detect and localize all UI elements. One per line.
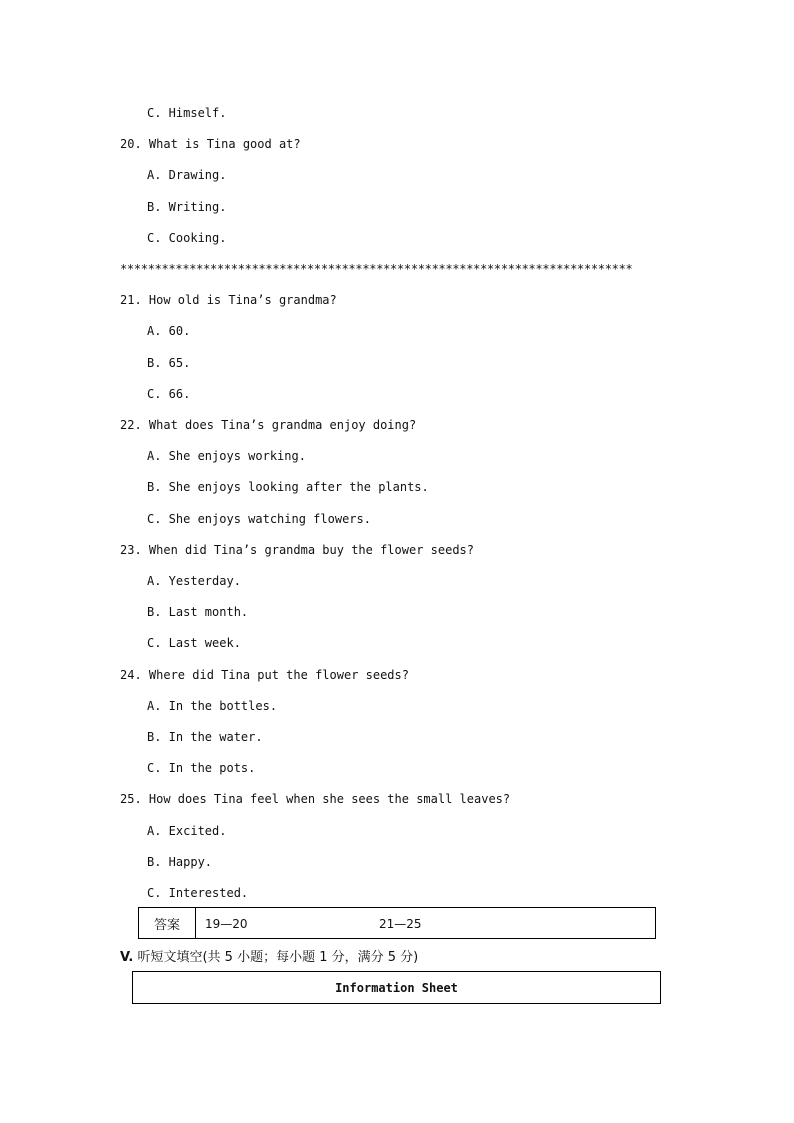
option-text: B. Happy. xyxy=(147,854,213,869)
option-text: B. Writing. xyxy=(147,199,227,214)
option-text: A. Drawing. xyxy=(147,168,227,183)
option-text: C. 66. xyxy=(147,386,191,401)
option-text: C. Last week. xyxy=(147,636,241,651)
option-text: C. Cooking. xyxy=(147,230,227,245)
answer-range-19-20: 19—20 xyxy=(205,917,248,931)
answer-table xyxy=(138,907,656,939)
question-text: 25. How does Tina feel when she sees the small leaves? xyxy=(120,792,511,807)
question-text: 20. What is Tina good at? xyxy=(120,137,301,152)
section-number: V. xyxy=(120,950,134,965)
section-title: 听短文填空(共 5 小题；每小题 1 分，满分 5 分) xyxy=(137,950,419,965)
option-text: C. In the pots. xyxy=(147,761,256,776)
option-text: A. Excited. xyxy=(147,823,227,838)
option-text: B. 65. xyxy=(147,355,191,370)
section-heading xyxy=(120,946,418,965)
question-text: 24. Where did Tina put the flower seeds? xyxy=(120,667,409,682)
option-text: B. Last month. xyxy=(147,605,249,620)
question-text: 21. How old is Tina’s grandma? xyxy=(120,293,337,308)
option-text: A. In the bottles. xyxy=(147,698,278,713)
answer-label: 答案 xyxy=(139,908,196,938)
option-text: C. She enjoys watching flowers. xyxy=(147,511,371,526)
option-text: A. Yesterday. xyxy=(147,574,241,588)
question-text: 23. When did Tina’s grandma buy the flower seeds? xyxy=(120,542,475,557)
divider-stars: ************************************************************************** xyxy=(120,262,633,276)
option-text: C. Himself. xyxy=(147,106,227,120)
answer-range-21-25: 21—25 xyxy=(379,917,422,931)
question-text: 22. What does Tina’s grandma enjoy doing? xyxy=(120,418,417,432)
information-sheet-header: Information Sheet xyxy=(132,971,661,1004)
option-text: C. Interested. xyxy=(147,886,249,900)
option-text: A. 60. xyxy=(147,324,191,339)
option-text: A. She enjoys working. xyxy=(147,449,306,464)
option-text: B. In the water. xyxy=(147,730,263,744)
option-text: B. She enjoys looking after the plants. xyxy=(147,480,429,495)
